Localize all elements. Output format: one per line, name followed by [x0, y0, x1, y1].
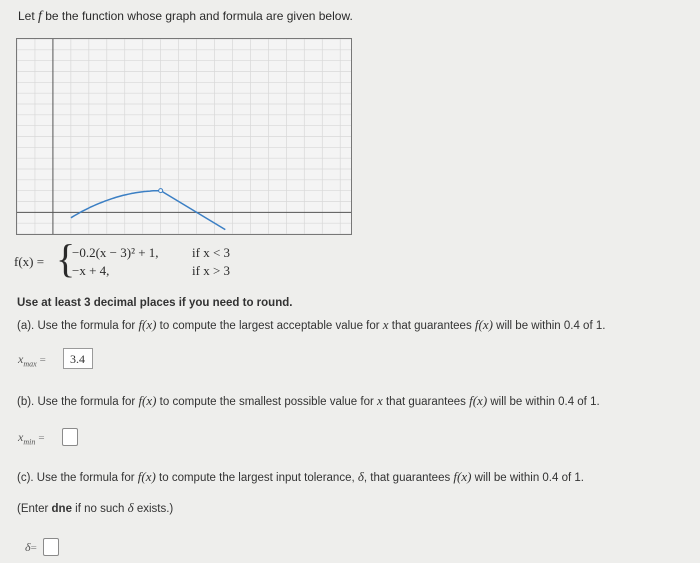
x-min-input[interactable] [62, 428, 78, 446]
part-b-x: x [377, 393, 383, 408]
formula-row2-expr: −x + 4, [72, 263, 110, 278]
function-graph [16, 38, 352, 235]
part-c-middle: to compute the largest input tolerance, [155, 472, 358, 484]
x-max-var: x [18, 352, 24, 366]
part-b-after: that guarantees [382, 396, 470, 408]
graph-svg [17, 39, 351, 234]
x-max-input[interactable]: 3.4 [63, 348, 93, 369]
formula-brace: { [56, 236, 76, 281]
delta-eq: = [30, 542, 37, 554]
part-b-fx: f(x) [138, 393, 157, 408]
x-min-var: x [18, 430, 24, 444]
part-c-question [17, 469, 584, 485]
intro-after: be the function whose graph and formula are given below. [41, 9, 353, 23]
x-max-eq: = [39, 354, 46, 366]
part-b-fx2: f(x) [469, 393, 488, 408]
delta-var: δ [25, 540, 31, 554]
curve-line [161, 191, 226, 230]
delta-input[interactable] [43, 538, 59, 556]
intro-func: f [38, 9, 42, 24]
x-min-sub: min [23, 437, 36, 447]
x-max-label [18, 352, 46, 368]
part-c-after: , that guarantees [363, 472, 454, 484]
part-b-middle: to compute the smallest possible value for [156, 396, 378, 408]
part-a-before: (a). Use the formula for [17, 320, 139, 332]
note-before: (Enter [17, 503, 52, 515]
delta-label [25, 540, 37, 555]
x-min-label [18, 430, 45, 446]
part-c-fx: f(x) [137, 469, 156, 484]
formula-lhs: f(x) = [14, 254, 45, 269]
part-a-fx: f(x) [138, 317, 157, 332]
formula-row1-cond: if x < 3 [192, 245, 231, 260]
formula-row2-cond: if x > 3 [192, 263, 231, 278]
part-c-end: will be within 0.4 of 1. [471, 472, 584, 484]
part-a-question [17, 317, 605, 333]
note-dne: dne [51, 503, 72, 515]
part-c-delta: δ [357, 469, 364, 484]
part-a-middle: to compute the largest acceptable value for [156, 320, 383, 332]
part-a-x: x [382, 317, 389, 332]
part-b-before: (b). Use the formula for [17, 396, 139, 408]
x-min-eq: = [38, 432, 45, 444]
x-max-sub: max [23, 359, 37, 369]
note-delta: δ [127, 500, 134, 515]
rounding-instructions: Use at least 3 decimal places if you need to round. [17, 297, 293, 309]
part-b-question [17, 393, 600, 409]
formula-row1-expr: −0.2(x − 3)² + 1, [72, 245, 159, 260]
part-c-before: (c). Use the formula for [17, 472, 138, 484]
piecewise-formula [14, 236, 274, 283]
open-point [159, 189, 163, 193]
part-a-fx2: f(x) [474, 317, 493, 332]
intro-text [18, 9, 353, 25]
intro-before: Let [18, 9, 39, 23]
part-c-fx2: f(x) [453, 469, 472, 484]
part-b-end: will be within 0.4 of 1. [487, 396, 600, 408]
part-a-after: that guarantees [388, 320, 475, 332]
part-a-end: will be within 0.4 of 1. [492, 320, 606, 332]
part-c-note [17, 500, 173, 516]
note-end: exists.) [133, 503, 174, 515]
note-mid: if no such [71, 503, 128, 515]
curve-parabola [71, 191, 161, 218]
